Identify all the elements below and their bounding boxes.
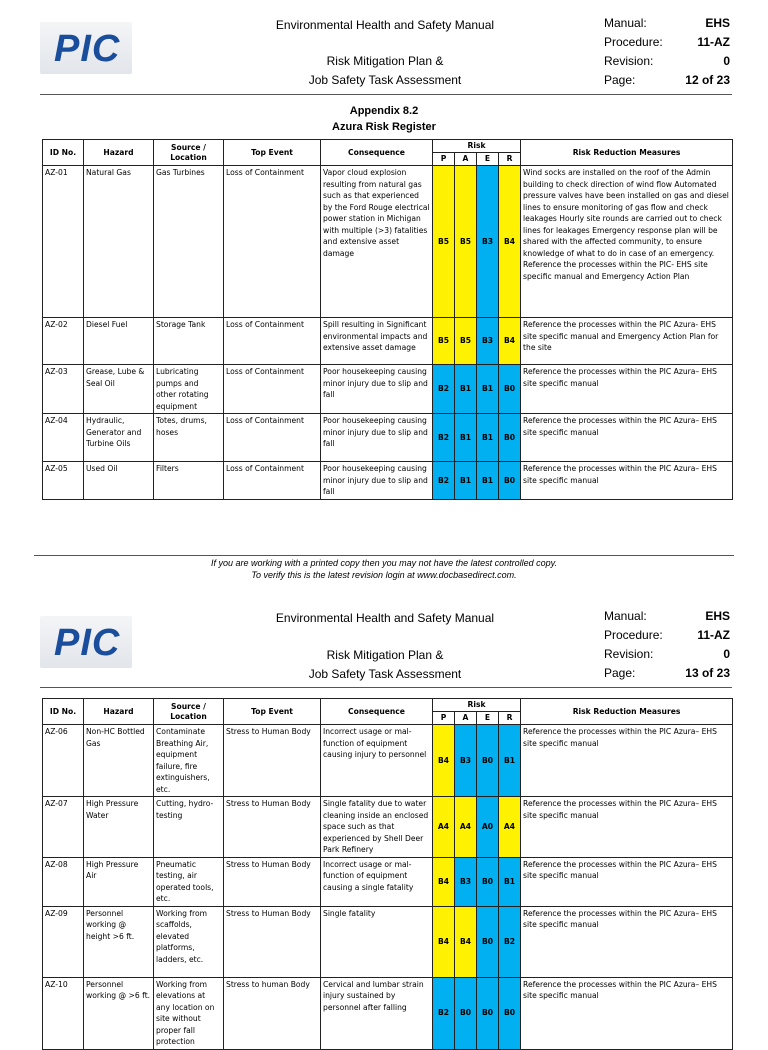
doc-subtitle-1: Risk Mitigation Plan & [326,648,444,662]
risk-cell-p: B5 [433,166,455,318]
cell-consequence: Poor housekeeping causing minor injury due to slip and fall [321,414,433,462]
table-row [43,977,733,1049]
risk-cell-e: A0 [477,797,499,858]
meta-label: Manual: [604,16,647,30]
table-row [43,365,733,414]
risk-cell-r: B0 [499,977,521,1049]
meta-label: Revision: [604,54,654,68]
risk-cell-r: B0 [499,414,521,462]
risk-cell-a: B3 [455,857,477,906]
cell-measures: Reference the processes within the PIC Azura– EHS site specific manual [521,725,733,797]
register-title: Azura Risk Register [332,121,436,133]
cell-hazard: Natural Gas [84,166,154,318]
risk-cell-r: B1 [499,857,521,906]
risk-cell-p: B2 [433,462,455,500]
doc-subtitle-2: Job Safety Task Assessment [308,73,462,87]
meta-value: 11-AZ [697,628,730,642]
risk-cell-e: B0 [477,725,499,797]
cell-consequence: Vapor cloud explosion resulting from natural gas such as that experienced by the Ford Rouge electrical power station in Michigan with multiple (>3) fatalities and extensive asset damage [321,166,433,318]
cell-id: AZ-06 [43,725,84,797]
cell-hazard: Grease, Lube & Seal Oil [84,365,154,414]
risk-sub-header: P [433,153,455,166]
meta-value: 12 of 23 [685,73,730,87]
col-header-risk: Risk [433,699,521,712]
cell-source: Lubricating pumps and other rotating equipment [154,365,224,414]
header-divider [40,94,732,95]
risk-cell-e: B0 [477,906,499,977]
meta-value: EHS [705,16,730,30]
cell-top-event: Stress to Human Body [224,906,321,977]
cell-consequence: Poor housekeeping causing minor injury due to slip and fall [321,462,433,500]
table-row [43,462,733,500]
cell-source: Working from elevations at any location on site without proper fall protection [154,977,224,1049]
col-header-top-event: Top Event [224,140,321,166]
cell-measures: Reference the processes within the PIC Azura– EHS site specific manual [521,462,733,500]
col-header-top-event: Top Event [224,699,321,725]
header-divider [40,687,732,688]
meta-value: EHS [705,609,730,623]
doc-subtitle-2: Job Safety Task Assessment [308,667,462,681]
risk-sub-header: E [477,153,499,166]
col-header-measures: Risk Reduction Measures [521,140,733,166]
risk-cell-a: A4 [455,797,477,858]
cell-source: Gas Turbines [154,166,224,318]
risk-cell-r: B4 [499,318,521,365]
risk-cell-r: B0 [499,462,521,500]
cell-source: Working from scaffolds, elevated platforms, ladders, etc. [154,906,224,977]
cell-top-event: Loss of Containment [224,365,321,414]
risk-cell-r: B0 [499,365,521,414]
cell-top-event: Loss of Containment [224,318,321,365]
cell-measures: Reference the processes within the PIC Azura– EHS site specific manual [521,906,733,977]
cell-consequence: Poor housekeeping causing minor injury due to slip and fall [321,365,433,414]
risk-cell-a: B1 [455,462,477,500]
cell-hazard: High Pressure Air [84,857,154,906]
risk-cell-a: B3 [455,725,477,797]
cell-top-event: Loss of Containment [224,166,321,318]
meta-value: 11-AZ [697,35,730,49]
cell-top-event: Stress to Human Body [224,857,321,906]
risk-cell-a: B4 [455,906,477,977]
table-row [43,414,733,462]
cell-id: AZ-07 [43,797,84,858]
col-header-measures: Risk Reduction Measures [521,699,733,725]
cell-top-event: Stress to human Body [224,977,321,1049]
table-row [43,318,733,365]
cell-id: AZ-01 [43,166,84,318]
manual-title: Environmental Health and Safety Manual [275,611,495,625]
cell-measures: Reference the processes within the PIC Azura- EHS site specific manual and Emergency Action Plan for the site [521,318,733,365]
cell-top-event: Stress to Human Body [224,797,321,858]
doc-subtitle-1: Risk Mitigation Plan & [326,54,444,68]
risk-cell-p: B2 [433,365,455,414]
cell-measures: Reference the processes within the PIC Azura– EHS site specific manual [521,977,733,1049]
risk-sub-header: R [499,153,521,166]
risk-sub-header: A [455,153,477,166]
pic-logo: PIC [40,616,132,668]
cell-id: AZ-10 [43,977,84,1049]
cell-source: Filters [154,462,224,500]
meta-label: Page: [604,73,636,87]
cell-hazard: Personnel working @ >6 ft. [84,977,154,1049]
risk-cell-r: B4 [499,166,521,318]
cell-hazard: Used Oil [84,462,154,500]
meta-label: Procedure: [604,628,663,642]
cell-top-event: Loss of Containment [224,462,321,500]
cell-hazard: Non-HC Bottled Gas [84,725,154,797]
risk-cell-e: B1 [477,365,499,414]
cell-source: Cutting, hydro-testing [154,797,224,858]
cell-id: AZ-09 [43,906,84,977]
cell-id: AZ-04 [43,414,84,462]
risk-cell-r: A4 [499,797,521,858]
col-header-consequence: Consequence [321,699,433,725]
cell-source: Pneumatic testing, air operated tools, etc. [154,857,224,906]
risk-cell-p: B4 [433,906,455,977]
risk-sub-header: A [455,712,477,725]
risk-sub-header: P [433,712,455,725]
cell-consequence: Incorrect usage or mal-function of equipment causing injury to personnel [321,725,433,797]
risk-cell-r: B1 [499,725,521,797]
risk-cell-e: B3 [477,318,499,365]
risk-cell-e: B1 [477,462,499,500]
risk-cell-r: B2 [499,906,521,977]
risk-cell-p: B5 [433,318,455,365]
cell-hazard: High Pressure Water [84,797,154,858]
cell-id: AZ-03 [43,365,84,414]
col-header-source: Source / Location [154,140,224,166]
footer-divider [34,555,734,556]
risk-cell-a: B1 [455,414,477,462]
cell-consequence: Single fatality due to water cleaning inside an enclosed space such as that experienced by Shell Deer Park Refinery [321,797,433,858]
table-row [43,797,733,858]
risk-cell-e: B0 [477,977,499,1049]
footer-line-2: To verify this is the latest revision login at www.docbasedirect.com. [251,570,517,580]
cell-consequence: Single fatality [321,906,433,977]
risk-cell-e: B1 [477,414,499,462]
cell-id: AZ-05 [43,462,84,500]
risk-cell-a: B1 [455,365,477,414]
cell-top-event: Loss of Containment [224,414,321,462]
risk-cell-p: B4 [433,857,455,906]
cell-consequence: Incorrect usage or mal-function of equipment causing a single fatality [321,857,433,906]
cell-hazard: Diesel Fuel [84,318,154,365]
cell-consequence: Spill resulting in Significant environmental impacts and extensive asset damage [321,318,433,365]
cell-hazard: Personnel working @ height >6 ft. [84,906,154,977]
footer-line-1: If you are working with a printed copy then you may not have the latest controlled copy. [210,558,558,568]
risk-cell-a: B5 [455,318,477,365]
meta-label: Page: [604,666,636,680]
risk-cell-p: B4 [433,725,455,797]
risk-cell-p: A4 [433,797,455,858]
appendix-title: Appendix 8.2 [349,105,419,117]
pic-logo: PIC [40,22,132,74]
meta-value: 0 [723,647,730,661]
risk-cell-a: B0 [455,977,477,1049]
col-header-id: ID No. [43,140,84,166]
col-header-source: Source / Location [154,699,224,725]
cell-id: AZ-02 [43,318,84,365]
meta-label: Manual: [604,609,647,623]
table-row [43,725,733,797]
cell-id: AZ-08 [43,857,84,906]
cell-source: Totes, drums, hoses [154,414,224,462]
risk-register-table [42,698,733,1050]
meta-label: Revision: [604,647,654,661]
risk-cell-e: B3 [477,166,499,318]
cell-consequence: Cervical and lumbar strain injury sustained by personnel after falling [321,977,433,1049]
cell-measures: Reference the processes within the PIC Azura– EHS site specific manual [521,414,733,462]
cell-measures: Reference the processes within the PIC Azura– EHS site specific manual [521,365,733,414]
cell-measures: Wind socks are installed on the roof of the Admin building to check direction of wind flow Automated pressure valves have been installed on gas and diesel lines to ensure monitoring of gas flow and check leakages Hourly site rounds are carried out to check lines for leakages Emergency response plan will be shared with the affected community, to ensure knowledge of what to do in case of an emergency. Reference the processes within the PIC- EHS site specific manual and Emergency Action Plan [521,166,733,318]
col-header-hazard: Hazard [84,699,154,725]
cell-source: Storage Tank [154,318,224,365]
col-header-id: ID No. [43,699,84,725]
meta-label: Procedure: [604,35,663,49]
risk-cell-p: B2 [433,977,455,1049]
cell-measures: Reference the processes within the PIC Azura– EHS site specific manual [521,797,733,858]
col-header-hazard: Hazard [84,140,154,166]
table-row [43,166,733,318]
meta-value: 13 of 23 [685,666,730,680]
risk-register-table [42,139,733,500]
col-header-risk: Risk [433,140,521,153]
table-row [43,906,733,977]
risk-sub-header: R [499,712,521,725]
cell-source: Contaminate Breathing Air, equipment failure, fire extinguishers, etc. [154,725,224,797]
meta-value: 0 [723,54,730,68]
cell-top-event: Stress to Human Body [224,725,321,797]
table-row [43,857,733,906]
risk-sub-header: E [477,712,499,725]
risk-cell-e: B0 [477,857,499,906]
manual-title: Environmental Health and Safety Manual [275,18,495,32]
col-header-consequence: Consequence [321,140,433,166]
footer-notice [0,557,768,581]
page-13 [0,600,768,1046]
cell-hazard: Hydraulic, Generator and Turbine Oils [84,414,154,462]
risk-cell-a: B5 [455,166,477,318]
cell-measures: Reference the processes within the PIC Azura– EHS site specific manual [521,857,733,906]
risk-cell-p: B2 [433,414,455,462]
